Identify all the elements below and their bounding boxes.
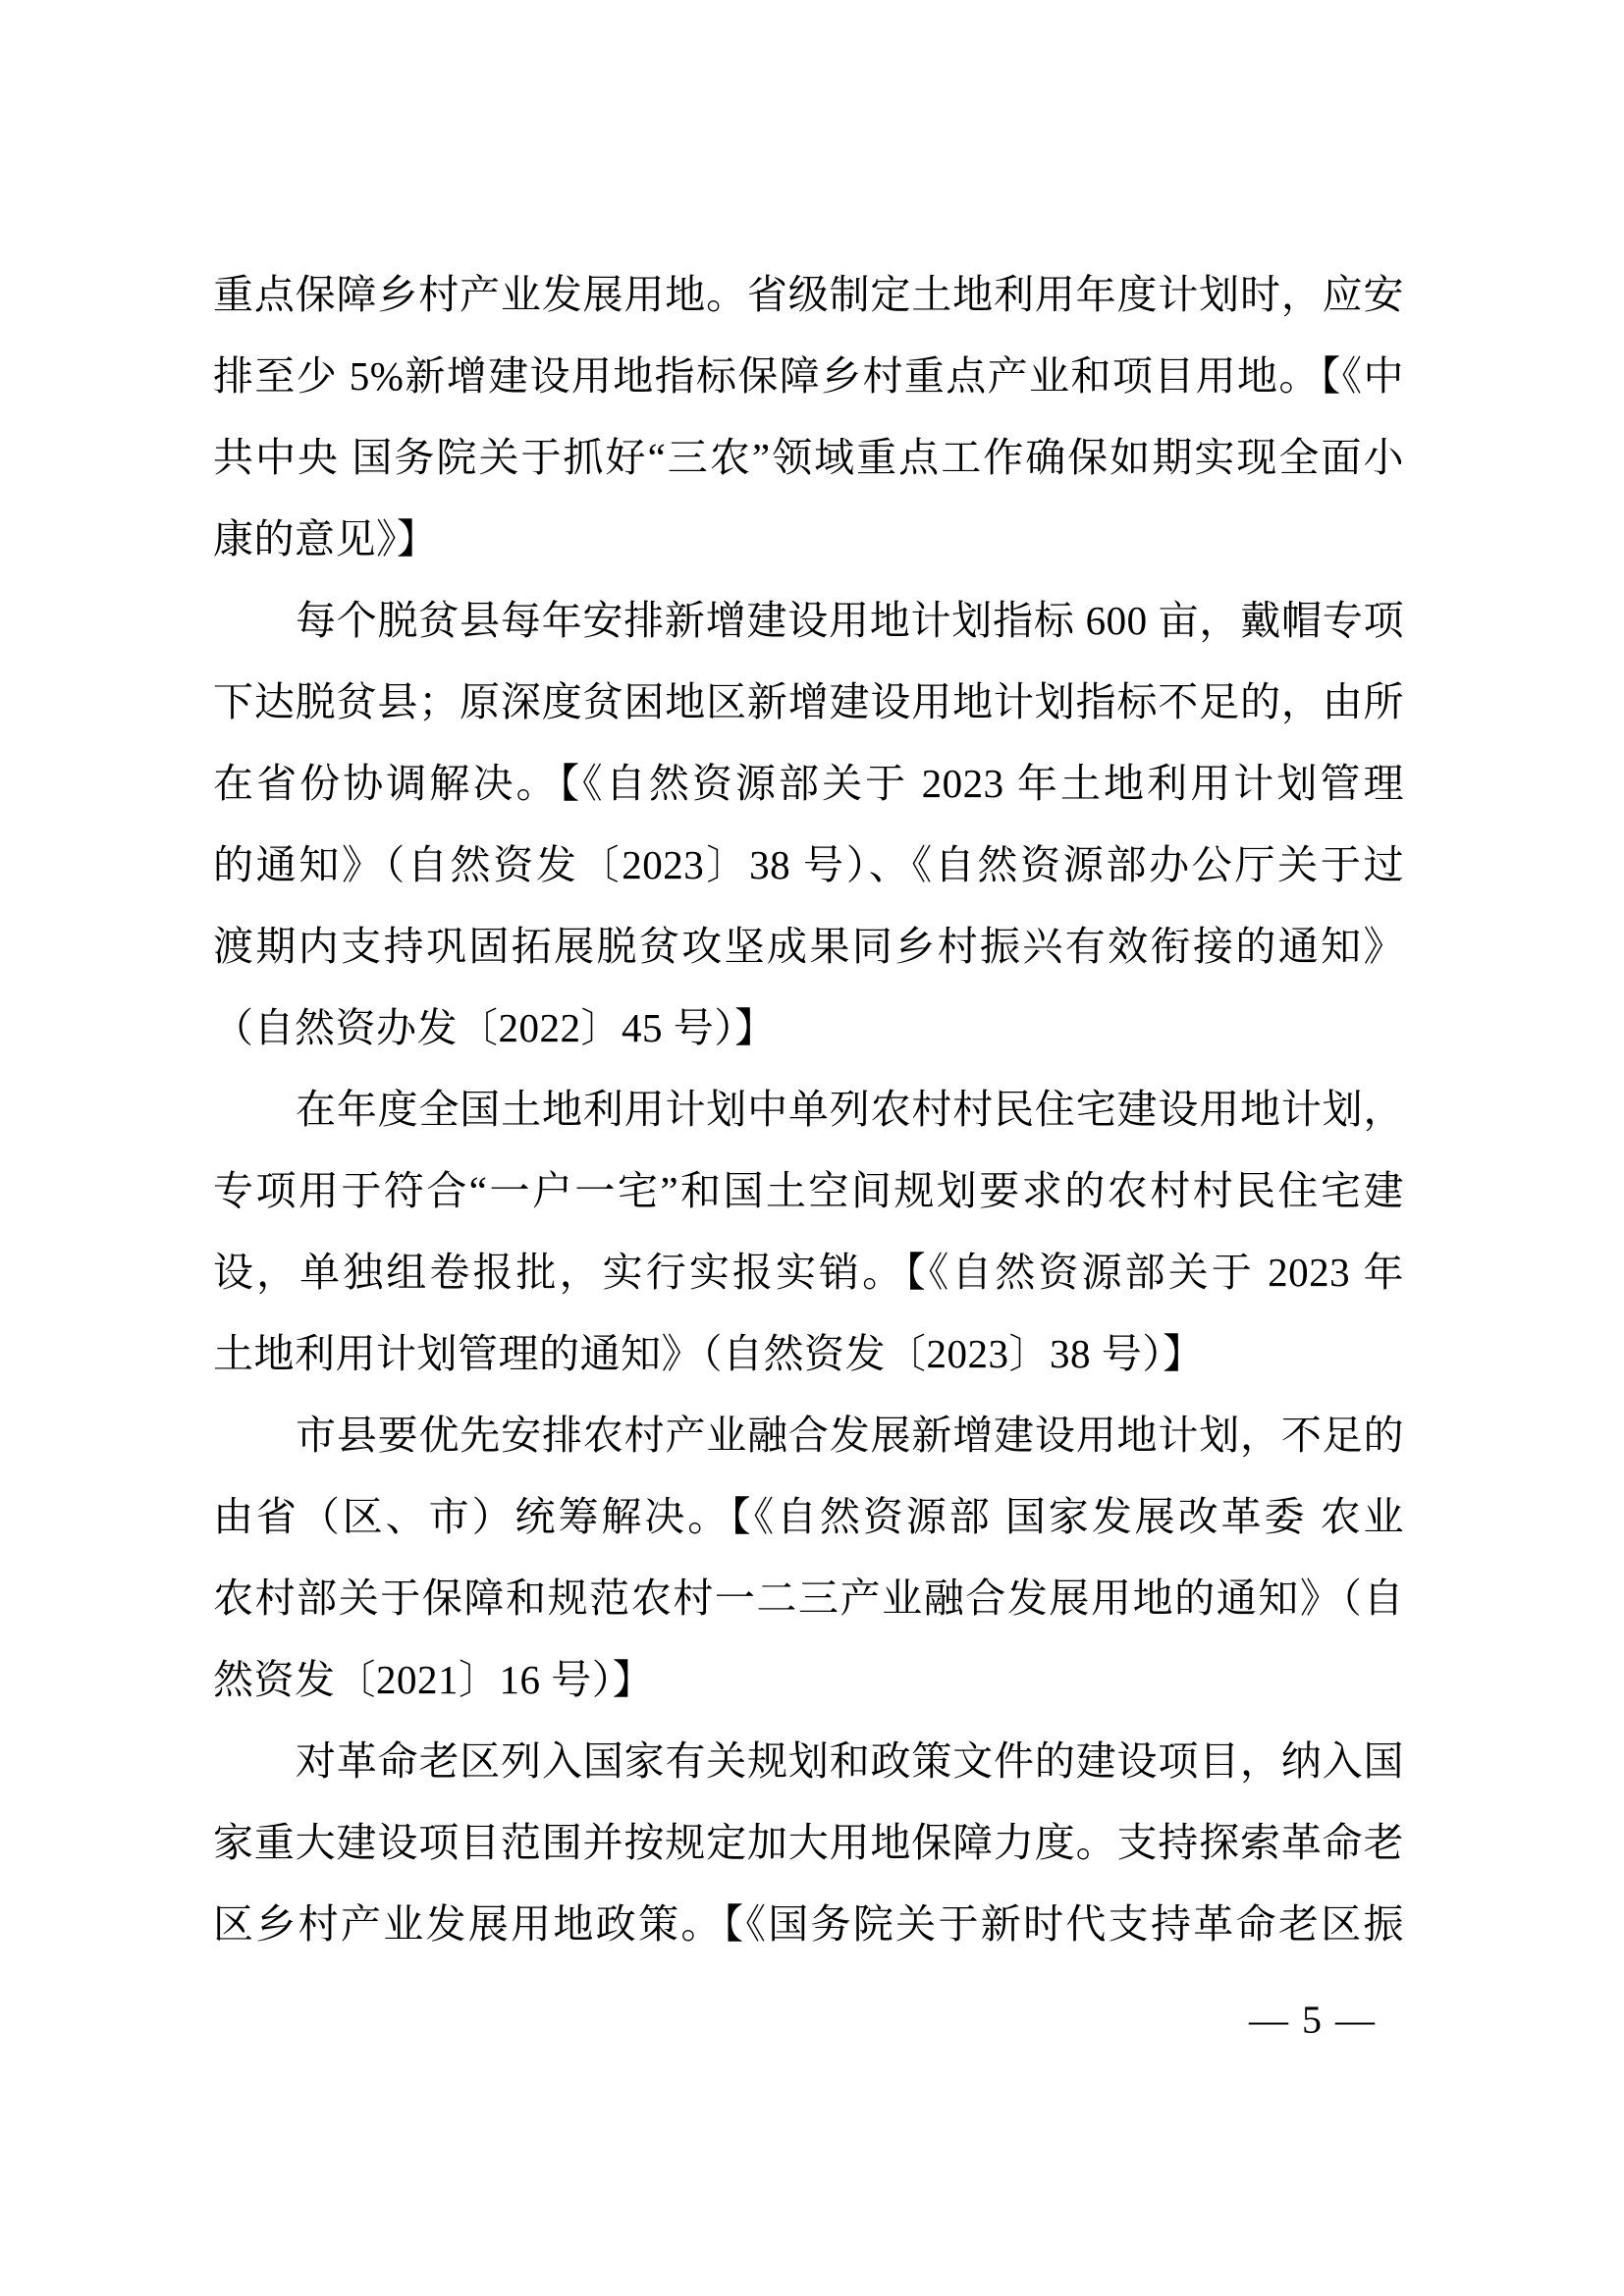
text-line: 专项用于符合“一户一宅”和国土空间规划要求的农村村民住宅建 <box>213 1168 1404 1213</box>
text-line: 市县要优先安排农村产业融合发展新增建设用地计划，不足的 <box>296 1413 1404 1458</box>
text-block <box>213 257 1404 1968</box>
text-line: 下达脱贫县；原深度贫困地区新增建设用地计划指标不足的，由所 <box>213 679 1404 724</box>
text-line: 农村部关于保障和规范农村一二三产业融合发展用地的通知》（自 <box>213 1575 1404 1621</box>
text-line: 的通知》（自然资发〔2023〕38 号）、《自然资源部办公厅关于过 <box>213 842 1404 887</box>
text-line: 重点保障乡村产业发展用地。省级制定土地利用年度计划时，应安 <box>213 272 1404 317</box>
text-line: 在年度全国土地利用计划中单列农村村民住宅建设用地计划， <box>296 1087 1404 1132</box>
text-line: 然资发〔2021〕16 号）】 <box>213 1657 654 1702</box>
text-line: （自然资办发〔2022〕45 号）】 <box>213 1005 776 1050</box>
text-line: 家重大建设项目范围并按规定加大用地保障力度。支持探索革命老 <box>213 1820 1404 1865</box>
text-line: 共中央 国务院关于抓好“三农”领域重点工作确保如期实现全面小 <box>213 435 1404 480</box>
text-line: 排至少 5%新增建设用地指标保障乡村重点产业和项目用地。【《中 <box>213 353 1404 399</box>
text-line: 由省（区、市）统筹解决。【《自然资源部 国家发展改革委 农业 <box>213 1494 1404 1539</box>
text-line: 设，单独组卷报批，实行实报实销。【《自然资源部关于 2023 年 <box>213 1250 1404 1295</box>
text-line: 区乡村产业发展用地政策。【《国务院关于新时代支持革命老区振 <box>213 1901 1404 1947</box>
text-line: 土地利用计划管理的通知》（自然资发〔2023〕38 号）】 <box>213 1331 1204 1376</box>
page-number: — 5 — <box>1249 1998 1377 2042</box>
text-line: 在省份协调解决。【《自然资源部关于 2023 年土地利用计划管理 <box>213 761 1404 806</box>
text-line: 渡期内支持巩固拓展脱贫攻坚成果同乡村振兴有效衔接的通知》 <box>213 924 1404 969</box>
text-line: 对革命老区列入国家有关规划和政策文件的建设项目，纳入国 <box>296 1738 1404 1784</box>
text-line: 康的意见》】 <box>213 516 438 561</box>
text-line: 每个脱贫县每年安排新增建设用地计划指标 600 亩，戴帽专项 <box>296 598 1404 643</box>
